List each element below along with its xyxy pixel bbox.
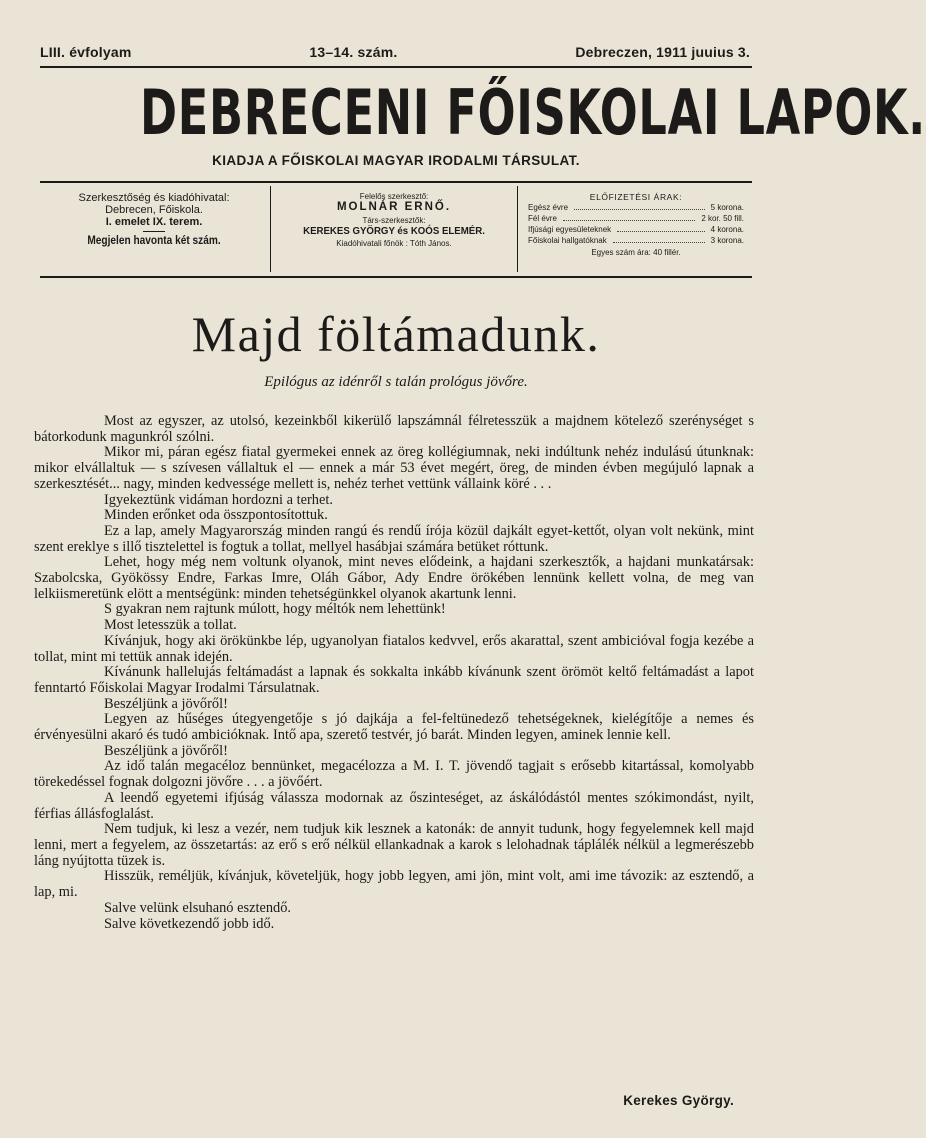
article-paragraph: Most az egyszer, az utolsó, kezeinkből kikerülő lapszámnál félretesszük a majdnem kötelező szerénységet s bátorkodunk magunkról szólni. [34,413,754,445]
price-label: Ifjúsági egyesületeknek [528,225,612,234]
office-column [40,186,268,272]
price-row [518,235,754,246]
office-line-3: I. emelet IX. terem. [105,216,203,228]
article-paragraph: Most letesszük a tollat. [104,617,237,634]
price-row [518,202,754,213]
editor-name: MOLNÁR ERNŐ. [336,201,452,213]
article-subtitle: Epilógus az idénről s talán prológus jövőre. [264,374,528,390]
article-paragraph: Kívánunk hallelujás feltámadást a lapnak és sokkalta inkább kívánunk szent örömöt keltő feltámadást a lapot fenntartó Főiskolai Magyar Irodalmi Társulatnak. [34,664,754,696]
info-box [40,186,752,276]
price-value: 5 korona. [710,203,744,212]
info-top-rule [40,181,752,183]
article-paragraph: Lehet, hogy még nem voltunk olyanok, mint neves elődeink, a hajdani szerkesztők, a hajdani munkatársak: Szabolcska, Gyökössy Endre, Farkas Imre, Oláh Gábor, Ady Endre örökében lennünk kellett volna, de meg van lelkiismeretünk elött a mentségünk: minden tehetségünkkel olyanok akartunk lenni. [34,554,754,602]
article-paragraph: Minden erőnket oda összpontosítottuk. [104,507,328,524]
article-paragraph: Salve velünk elsuhanó esztendő. [104,899,292,916]
article-paragraph: Beszéljünk a jövőről! [104,742,228,759]
article-paragraph: Beszéljünk a jövőről! [104,695,228,712]
office-line-1: Szerkesztőség és kiadóhivatal: [78,192,230,204]
article-paragraph: Salve következendő jobb idő. [104,915,275,932]
article-paragraph: A leendő egyetemi ifjúság válassza modornak az őszinteséget, az áskálódástól mentes szókimondást, nyilt, férfias állásfoglalást. [34,789,754,822]
coeditors-names: KEREKES GYÖRGY és KOÓS ELEMÉR. [303,225,485,237]
price-row [518,213,754,224]
volume-label: LIII. évfolyam [40,44,132,60]
coeditors-label: Társ-szerkesztők: [362,216,426,225]
publisher-line: KIADJA A FŐISKOLAI MAGYAR IRODALMI TÁRSULAT. [212,153,580,168]
office-line-2: Debrecen, Főiskola. [105,204,203,216]
leader-dots [617,224,704,232]
editors-column [270,186,518,272]
prices-title: ELŐFIZETÉSI ÁRAK: [589,192,683,202]
article-paragraph: Hisszük, reméljük, kívánjuk, követeljük, hogy jobb legyen, ami jön, mint volt, ami ime távozik: az esztendő, a lap, mi. [34,868,754,901]
prices-column [518,186,754,272]
issue-date: Debreczen, 1911 juuius 3. [575,44,750,60]
article-title: Majd föltámadunk. [191,306,601,362]
price-value: 3 korona. [710,236,744,245]
article-paragraph: Az idő talán megacéloz bennünket, megacélozza a M. I. T. jövendő tagjait s erősebb kitartással, komolyabb törekedéssel fognak dolgozni jövőre . . . a jövőért. [34,758,754,791]
office-divider [143,231,165,232]
leader-dots [613,235,705,243]
article-body [34,414,754,932]
info-bottom-rule [40,276,752,278]
article-paragraph: Nem tudjuk, ki lesz a vezér, nem tudjuk kik lesznek a katonák: de annyit tudunk, hogy fegyelemnek kell majd lenni, mert a fegyelem, az összetartás: az erő s erő nélkül ellankadnak a karok s lelohadnak táplálék nélkül a legmerészebb láng nyújtotta tüzek is. [34,821,754,869]
article-paragraph: Legyen az hűséges útegyengetője s jó dajkája a fel-feltünedező tehetségeknek, kielégítője a nemes és érvényesülni akaró és tudó ambicióknak. Intő apa, szerető testvér, jó barát. Minden legyen, aminek lennie kell. [34,711,754,744]
article-paragraph: Ez a lap, amely Magyarország minden rangú és rendű írója közül dajkált egyet-kettőt, olyan volt nekünk, mint szent ereklye s illő tisztelettel is fogtuk a tollat, mellyel hasábjai számára betüket róttunk. [34,522,754,555]
issue-number: 13–14. szám. [309,44,398,60]
article-paragraph: Kívánjuk, hogy aki örökünkbe lép, ugyanolyan fiatalos kedvvel, erős akarattal, szent ambicióval fogja kezébe a tollat, mint mi tettük annak idején. [34,632,754,665]
leader-dots [563,213,695,221]
price-value: 2 kor. 50 fill. [701,214,744,223]
top-rule [40,66,752,68]
article-paragraph: Mikor mi, páran egész fiatal gyermekei ennek az öreg kollégiumnak, neki indúltunk nehéz indulású útunknak: mikor elvállaltuk — s szívesen vállaltuk el — ennek a már 53 évet megért, öreg, de minden évben megújuló lapnak a szerkesztését... nagy, minden kedvessége mellett is, nehéz terhet vettünk vállaink köré . . . [34,444,754,492]
leader-dots [574,202,705,210]
single-issue-price: Egyes szám ára: 40 fillér. [591,248,681,257]
price-value: 4 korona. [710,225,744,234]
author-signature: Kerekes György. [623,1093,734,1108]
issue-header-line [40,44,750,60]
price-label: Fél évre [528,214,557,223]
article-paragraph: S gyakran nem rajtunk múlott, hogy méltók nem lehettünk! [104,601,446,618]
article-paragraph: Igyekeztünk vidáman hordozni a terhet. [104,491,333,508]
editor-label: Felelős szerkesztő: [359,192,429,201]
price-row [518,224,754,235]
frequency-note: Megjelen havonta két szám. [87,235,221,247]
masthead-title: DEBRECENI FŐISKOLAI LAPOK. [139,76,926,149]
price-label: Egész évre [528,203,569,212]
office-head: Kiadóhivatali főnök : Tóth János. [336,239,452,248]
price-label: Főiskolai hallgatóknak [528,236,607,245]
